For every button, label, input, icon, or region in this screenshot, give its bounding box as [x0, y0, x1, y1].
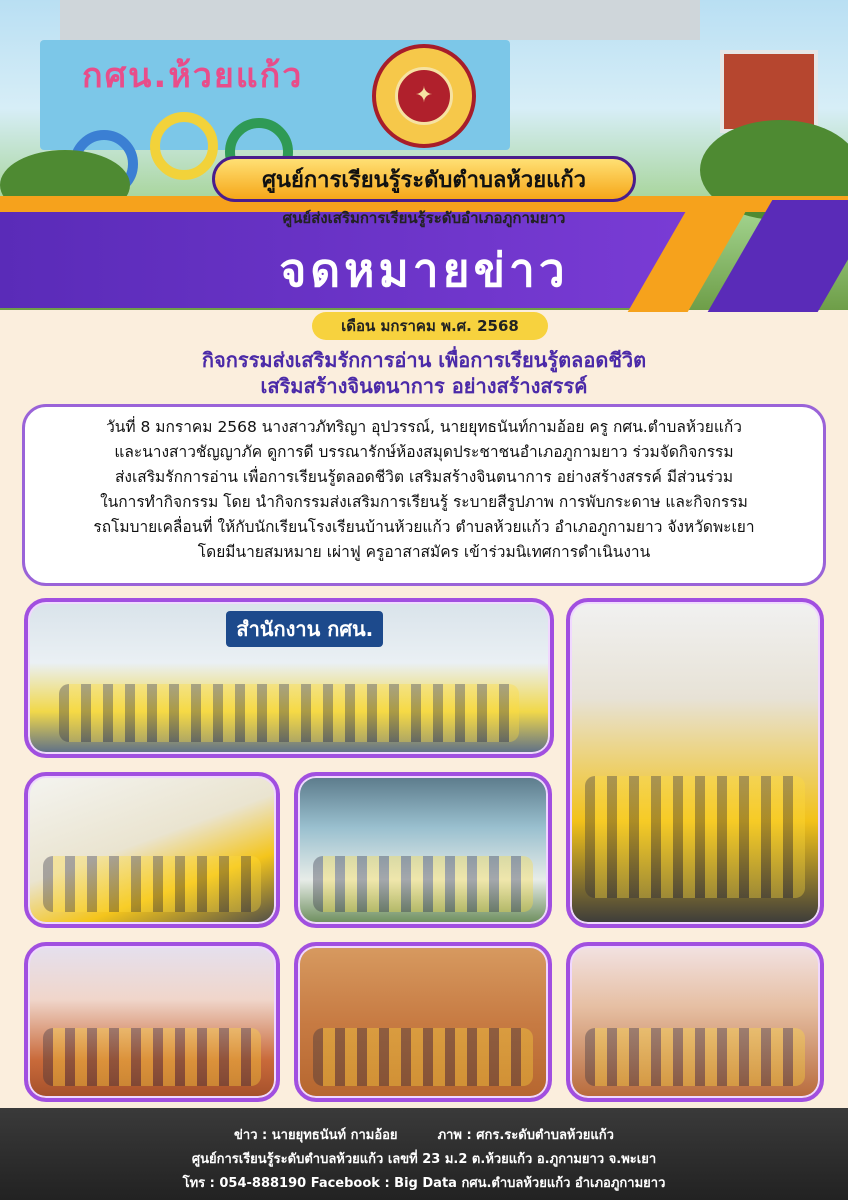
story-line: วันที่ 8 มกราคม 2568 นางสาวภัทริญา อุปวรรณ์, นายยุทธนันท์กามอ้อย ครู กศน.ตำบลห้วยแก้ว	[106, 418, 742, 436]
photo-crowd	[585, 1028, 805, 1086]
photo-crowd	[59, 684, 518, 742]
photo-crowd	[313, 1028, 533, 1086]
office-seal-logo	[372, 44, 476, 148]
photo-coloring-activity	[294, 942, 552, 1102]
photo-crowd	[43, 856, 261, 912]
news-credit: ข่าว : นายยุทธนันท์ กามอ้อย	[234, 1128, 398, 1143]
story-line: ส่งเสริมรักการอ่าน เพื่อการเรียนรู้ตลอดชีวิต เสริมสร้างจินตนาการ อย่างสร้างสรรค์ มีส่วนร่วม	[114, 468, 734, 486]
headline-line-1: กิจกรรมส่งเสริมรักการอ่าน เพื่อการเรียนรู้ตลอดชีวิต	[201, 348, 647, 372]
story-box	[22, 404, 826, 586]
story-line: รถโมบายเคลื่อนที่ ให้กับนักเรียนโรงเรียนบ้านห้วยแก้ว ตำบลห้วยแก้ว อำเภอภูกามยาว จังหวัดพะเยา	[93, 518, 755, 536]
seal-emblem-icon: ✦	[395, 67, 453, 125]
photo-crowd	[313, 856, 533, 912]
photo-crowd	[585, 776, 805, 898]
hero-sign-text: กศน.ห้วยแก้ว	[82, 56, 304, 96]
issue-month: เดือน มกราคม พ.ศ. 2568	[341, 317, 519, 335]
photo-group-at-mobile-library	[24, 598, 554, 758]
photo-teacher-reading	[24, 772, 280, 928]
headline-line-2: เสริมสร้างจินตนาการ อย่างสร้างสรรค์	[260, 374, 588, 398]
hero-roof	[60, 0, 700, 40]
story-line: ในการทำกิจกรรม โดย นำกิจกรรมส่งเสริมการเรียนรู้ ระบายสีรูปภาพ การพับกระดาษ และกิจกรรม	[100, 493, 748, 511]
story-line: และนางสาวชัญญาภัค ดูการดี บรรณารักษ์ห้องสมุดประชาชนอำเภอภูกามยาว ร่วมจัดกิจกรรม	[114, 443, 734, 461]
center-name-pill	[212, 156, 636, 202]
month-pill	[312, 312, 548, 340]
promo-center-name: ศูนย์ส่งเสริมการเรียนรู้ระดับอำเภอภูกามยาว	[282, 209, 566, 227]
photo-children-reading-outdoors	[294, 772, 552, 928]
center-name: ศูนย์การเรียนรู้ระดับตำบลห้วยแก้ว	[261, 167, 587, 193]
newsletter-title: จดหมายข่าว	[279, 243, 569, 297]
photo-classroom-activity	[24, 942, 280, 1102]
footer	[0, 1108, 848, 1200]
photo-students-with-books	[566, 598, 824, 928]
story-line: โดยมีนายสมหมาย เผ่าฟู ครูอาสาสมัคร เข้าร่วมนิเทศการดำเนินงาน	[197, 543, 651, 561]
hero-tire	[150, 112, 218, 180]
photo-crowd	[43, 1028, 261, 1086]
footer-credits	[0, 1124, 848, 1145]
footer-contact: โทร : 054-888190 Facebook : Big Data กศน.ตำบลห้วยแก้ว อำเภอภูกามยาว	[182, 1176, 666, 1191]
photo-sign-text: สำนักงาน กศน.	[226, 611, 383, 647]
photo-credit: ภาพ : ศกร.ระดับตำบลห้วยแก้ว	[437, 1128, 614, 1143]
footer-address: ศูนย์การเรียนรู้ระดับตำบลห้วยแก้ว เลขที่ 23 ม.2 ต.ห้วยแก้ว อ.ภูกามยาว จ.พะเยา	[191, 1152, 657, 1167]
photo-paper-folding-activity	[566, 942, 824, 1102]
